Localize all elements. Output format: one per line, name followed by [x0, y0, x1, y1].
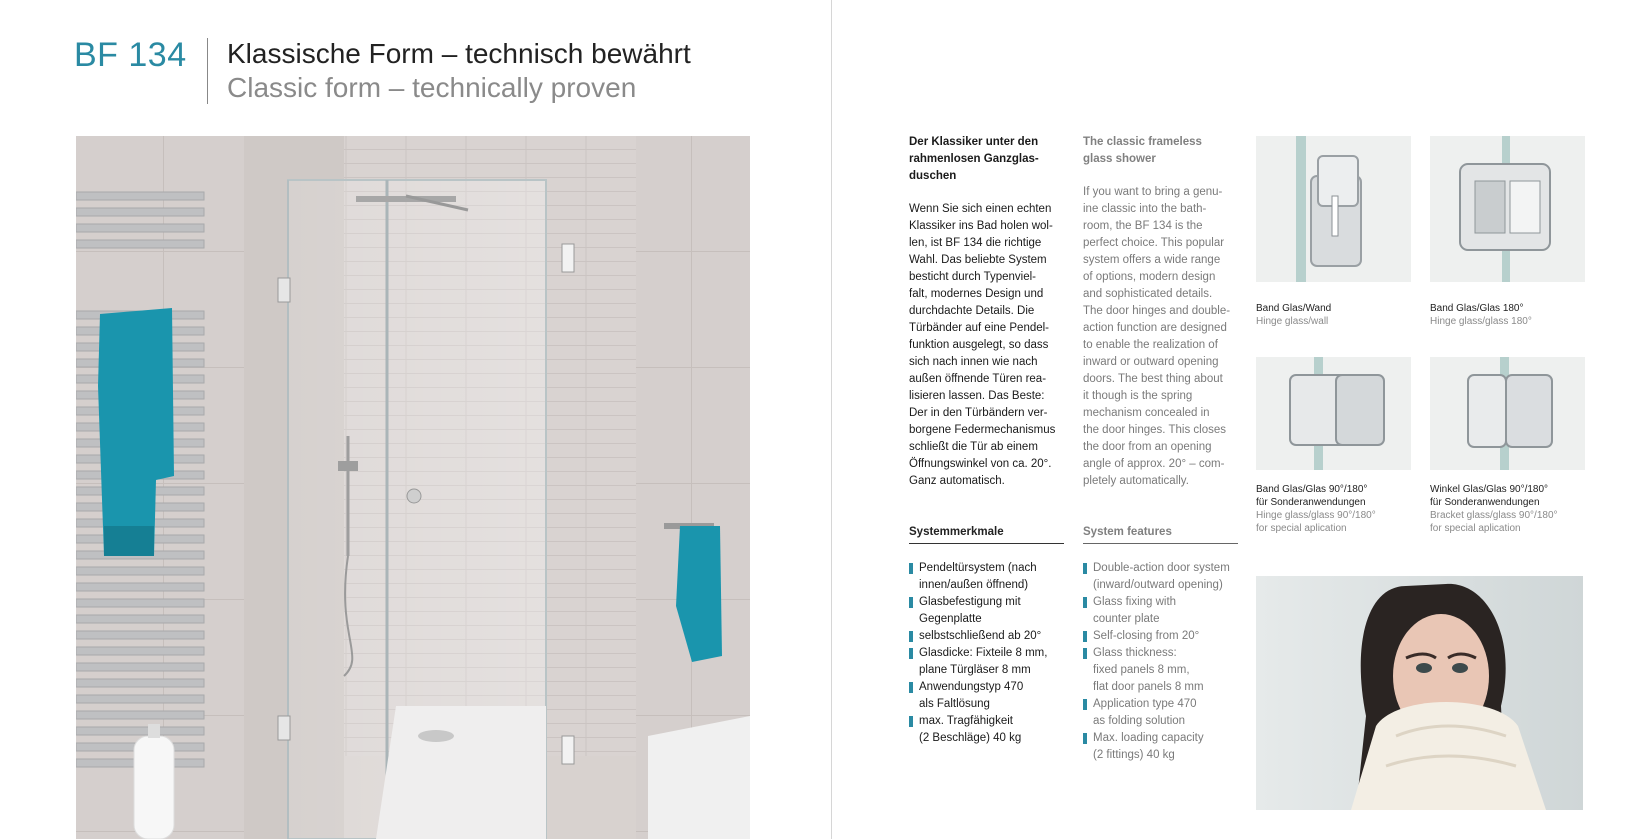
title-english: Classic form – technically proven — [227, 72, 637, 103]
feature-item — [909, 594, 1069, 628]
lead-english — [1083, 134, 1202, 168]
hinge-glass-wall-photo — [1256, 136, 1411, 282]
body-german-line: len, ist BF 134 die richtige — [909, 237, 1042, 249]
body-english-line: If you want to bring a genu- — [1083, 186, 1223, 198]
bullet-square-icon — [1083, 597, 1087, 608]
feature-line: Pendeltürsystem (nach — [919, 562, 1037, 574]
shower-illustration — [76, 136, 750, 839]
woman-towel-photo — [1256, 576, 1583, 810]
feature-line: plane Türgläser 8 mm — [919, 664, 1031, 676]
hinge-glass-glass-90-180-photo — [1256, 357, 1411, 470]
body-english-line: mechanism concealed in — [1083, 407, 1210, 419]
body-german-line: Öffnungswinkel von ca. 20°. — [909, 458, 1052, 470]
body-german-line: durchdachte Details. Die — [909, 305, 1035, 317]
feature-line: max. Tragfähigkeit — [919, 715, 1013, 727]
body-german-line: außen öffnende Türen rea- — [909, 373, 1047, 385]
features-heading-english: System features — [1083, 526, 1238, 544]
bullet-square-icon — [909, 563, 913, 574]
lead-german-line: duschen — [909, 170, 957, 182]
feature-item — [1083, 696, 1243, 730]
woman-illustration — [1256, 576, 1583, 810]
body-english-line: the door hinges. This closes — [1083, 424, 1226, 436]
feature-item — [909, 679, 1069, 713]
body-german-line: besticht durch Typenviel- — [909, 271, 1036, 283]
body-english-line: The door hinges and double- — [1083, 305, 1231, 317]
caption-german: Band Glas/Glas 90°/180° — [1256, 484, 1368, 495]
feature-line: (inward/outward opening) — [1093, 579, 1223, 591]
shower-photo — [76, 136, 750, 839]
feature-line: Double-action door system — [1093, 562, 1230, 574]
feature-line: (2 fittings) 40 kg — [1093, 749, 1175, 761]
body-english — [1083, 184, 1230, 490]
body-english-line: to enable the realization of — [1083, 339, 1218, 351]
bullet-square-icon — [909, 631, 913, 642]
body-english-line: action function are designed — [1083, 322, 1227, 334]
body-english-line: angle of approx. 20° – com- — [1083, 458, 1225, 470]
bullet-square-icon — [909, 716, 913, 727]
title-divider — [207, 38, 208, 104]
model-number: BF 134 — [74, 36, 187, 74]
body-german-line: falt, modernes Design und — [909, 288, 1044, 300]
caption-german: Band Glas/Wand — [1256, 303, 1332, 314]
feature-item — [1083, 560, 1243, 594]
body-german-line: Klassiker ins Bad holen wol- — [909, 220, 1053, 232]
bracket-glass-glass-90-180 — [1430, 357, 1585, 535]
caption-german: Winkel Glas/Glas 90°/180° — [1430, 484, 1549, 495]
feature-item — [909, 560, 1069, 594]
body-german-line: Wenn Sie sich einen echten — [909, 203, 1052, 215]
bracket-glass-glass-90-180-photo — [1430, 357, 1585, 470]
body-german-line: borgene Federmechanismus — [909, 424, 1056, 436]
feature-line: Glasbefestigung mit — [919, 596, 1021, 608]
caption-english: for special aplication — [1430, 523, 1521, 534]
caption-english: Hinge glass/wall — [1256, 316, 1329, 327]
body-english-line: doors. The best thing about — [1083, 373, 1223, 385]
caption-english: Hinge glass/glass 90°/180° — [1256, 510, 1376, 521]
lead-english-line: glass shower — [1083, 153, 1156, 165]
features-list-english — [1083, 560, 1243, 764]
lead-german-line: Der Klassiker unter den — [909, 136, 1039, 148]
body-english-line: and sophisticated details. — [1083, 288, 1213, 300]
bullet-square-icon — [909, 648, 913, 659]
body-english-line: of options, modern design — [1083, 271, 1216, 283]
feature-line: Application type 470 — [1093, 698, 1197, 710]
body-german-line: sich nach innen wie nach — [909, 356, 1038, 368]
body-german — [909, 201, 1055, 490]
body-english-line: system offers a wide range — [1083, 254, 1221, 266]
title-german: Klassische Form – technisch bewährt — [227, 38, 691, 69]
feature-line: as folding solution — [1093, 715, 1186, 727]
bullet-square-icon — [1083, 563, 1087, 574]
hinge-icon — [1430, 136, 1585, 282]
body-english-line: the door from an opening — [1083, 441, 1212, 453]
body-english-line: it though is the spring — [1083, 390, 1193, 402]
bullet-square-icon — [909, 682, 913, 693]
hinge-glass-glass-180-photo — [1430, 136, 1585, 282]
feature-line: Glass fixing with — [1093, 596, 1177, 608]
hinge-icon — [1256, 136, 1411, 282]
body-german-line: Der in den Türbändern ver- — [909, 407, 1048, 419]
bullet-square-icon — [1083, 733, 1087, 744]
bullet-square-icon — [1083, 699, 1087, 710]
hinge-caption — [1256, 483, 1411, 535]
feature-line: Gegenplatte — [919, 613, 982, 625]
feature-line: Anwendungstyp 470 — [919, 681, 1024, 693]
hinge-caption — [1430, 483, 1585, 535]
feature-line: Self-closing from 20° — [1093, 630, 1200, 642]
caption-german: für Sonderanwendungen — [1256, 497, 1366, 508]
feature-line: counter plate — [1093, 613, 1160, 625]
bullet-square-icon — [1083, 648, 1087, 659]
body-german-line: Ganz automatisch. — [909, 475, 1005, 487]
body-english-line: room, the BF 134 is the — [1083, 220, 1203, 232]
body-german-line: schließt die Tür ab einem — [909, 441, 1038, 453]
body-english-line: ine classic into the bath- — [1083, 203, 1207, 215]
page-divider — [831, 0, 832, 839]
body-german-line: lisieren lassen. Das Beste: — [909, 390, 1045, 402]
bracket-icon — [1430, 357, 1585, 470]
caption-english: Hinge glass/glass 180° — [1430, 316, 1532, 327]
body-english-line: inward or outward opening — [1083, 356, 1219, 368]
feature-item — [909, 628, 1069, 645]
feature-line: Glasdicke: Fixteile 8 mm, — [919, 647, 1048, 659]
feature-line: Max. loading capacity — [1093, 732, 1204, 744]
hinge-icon — [1256, 357, 1411, 470]
feature-line: als Faltlösung — [919, 698, 990, 710]
bullet-square-icon — [909, 597, 913, 608]
feature-item — [1083, 730, 1243, 764]
feature-line: flat door panels 8 mm — [1093, 681, 1204, 693]
body-german-line: Türbänder auf eine Pendel- — [909, 322, 1050, 334]
caption-english: Bracket glass/glass 90°/180° — [1430, 510, 1558, 521]
feature-item — [1083, 645, 1243, 696]
feature-item — [909, 645, 1069, 679]
caption-german: für Sonderanwendungen — [1430, 497, 1540, 508]
lead-german-line: rahmenlosen Ganzglas- — [909, 153, 1039, 165]
feature-item — [1083, 628, 1243, 645]
lead-german — [909, 134, 1039, 185]
caption-english: for special aplication — [1256, 523, 1347, 534]
caption-german: Band Glas/Glas 180° — [1430, 303, 1524, 314]
hinge-glass-wall — [1256, 136, 1411, 328]
features-list-german — [909, 560, 1069, 747]
hinge-glass-glass-180 — [1430, 136, 1585, 328]
feature-item — [909, 713, 1069, 747]
body-english-line: perfect choice. This popular — [1083, 237, 1225, 249]
body-german-line: Wahl. Das beliebte System — [909, 254, 1047, 266]
hinge-glass-glass-90-180 — [1256, 357, 1411, 535]
body-german-line: funktion ausgelegt, so dass — [909, 339, 1049, 351]
feature-line: selbstschließend ab 20° — [919, 630, 1042, 642]
hinge-caption — [1430, 302, 1585, 328]
feature-line: innen/außen öffnend) — [919, 579, 1029, 591]
hinge-caption — [1256, 302, 1411, 328]
feature-item — [1083, 594, 1243, 628]
features-heading-german: Systemmerkmale — [909, 526, 1064, 544]
feature-line: fixed panels 8 mm, — [1093, 664, 1190, 676]
body-english-line: pletely automatically. — [1083, 475, 1189, 487]
lead-english-line: The classic frameless — [1083, 136, 1202, 148]
feature-line: Glass thickness: — [1093, 647, 1177, 659]
feature-line: (2 Beschläge) 40 kg — [919, 732, 1022, 744]
bullet-square-icon — [1083, 631, 1087, 642]
